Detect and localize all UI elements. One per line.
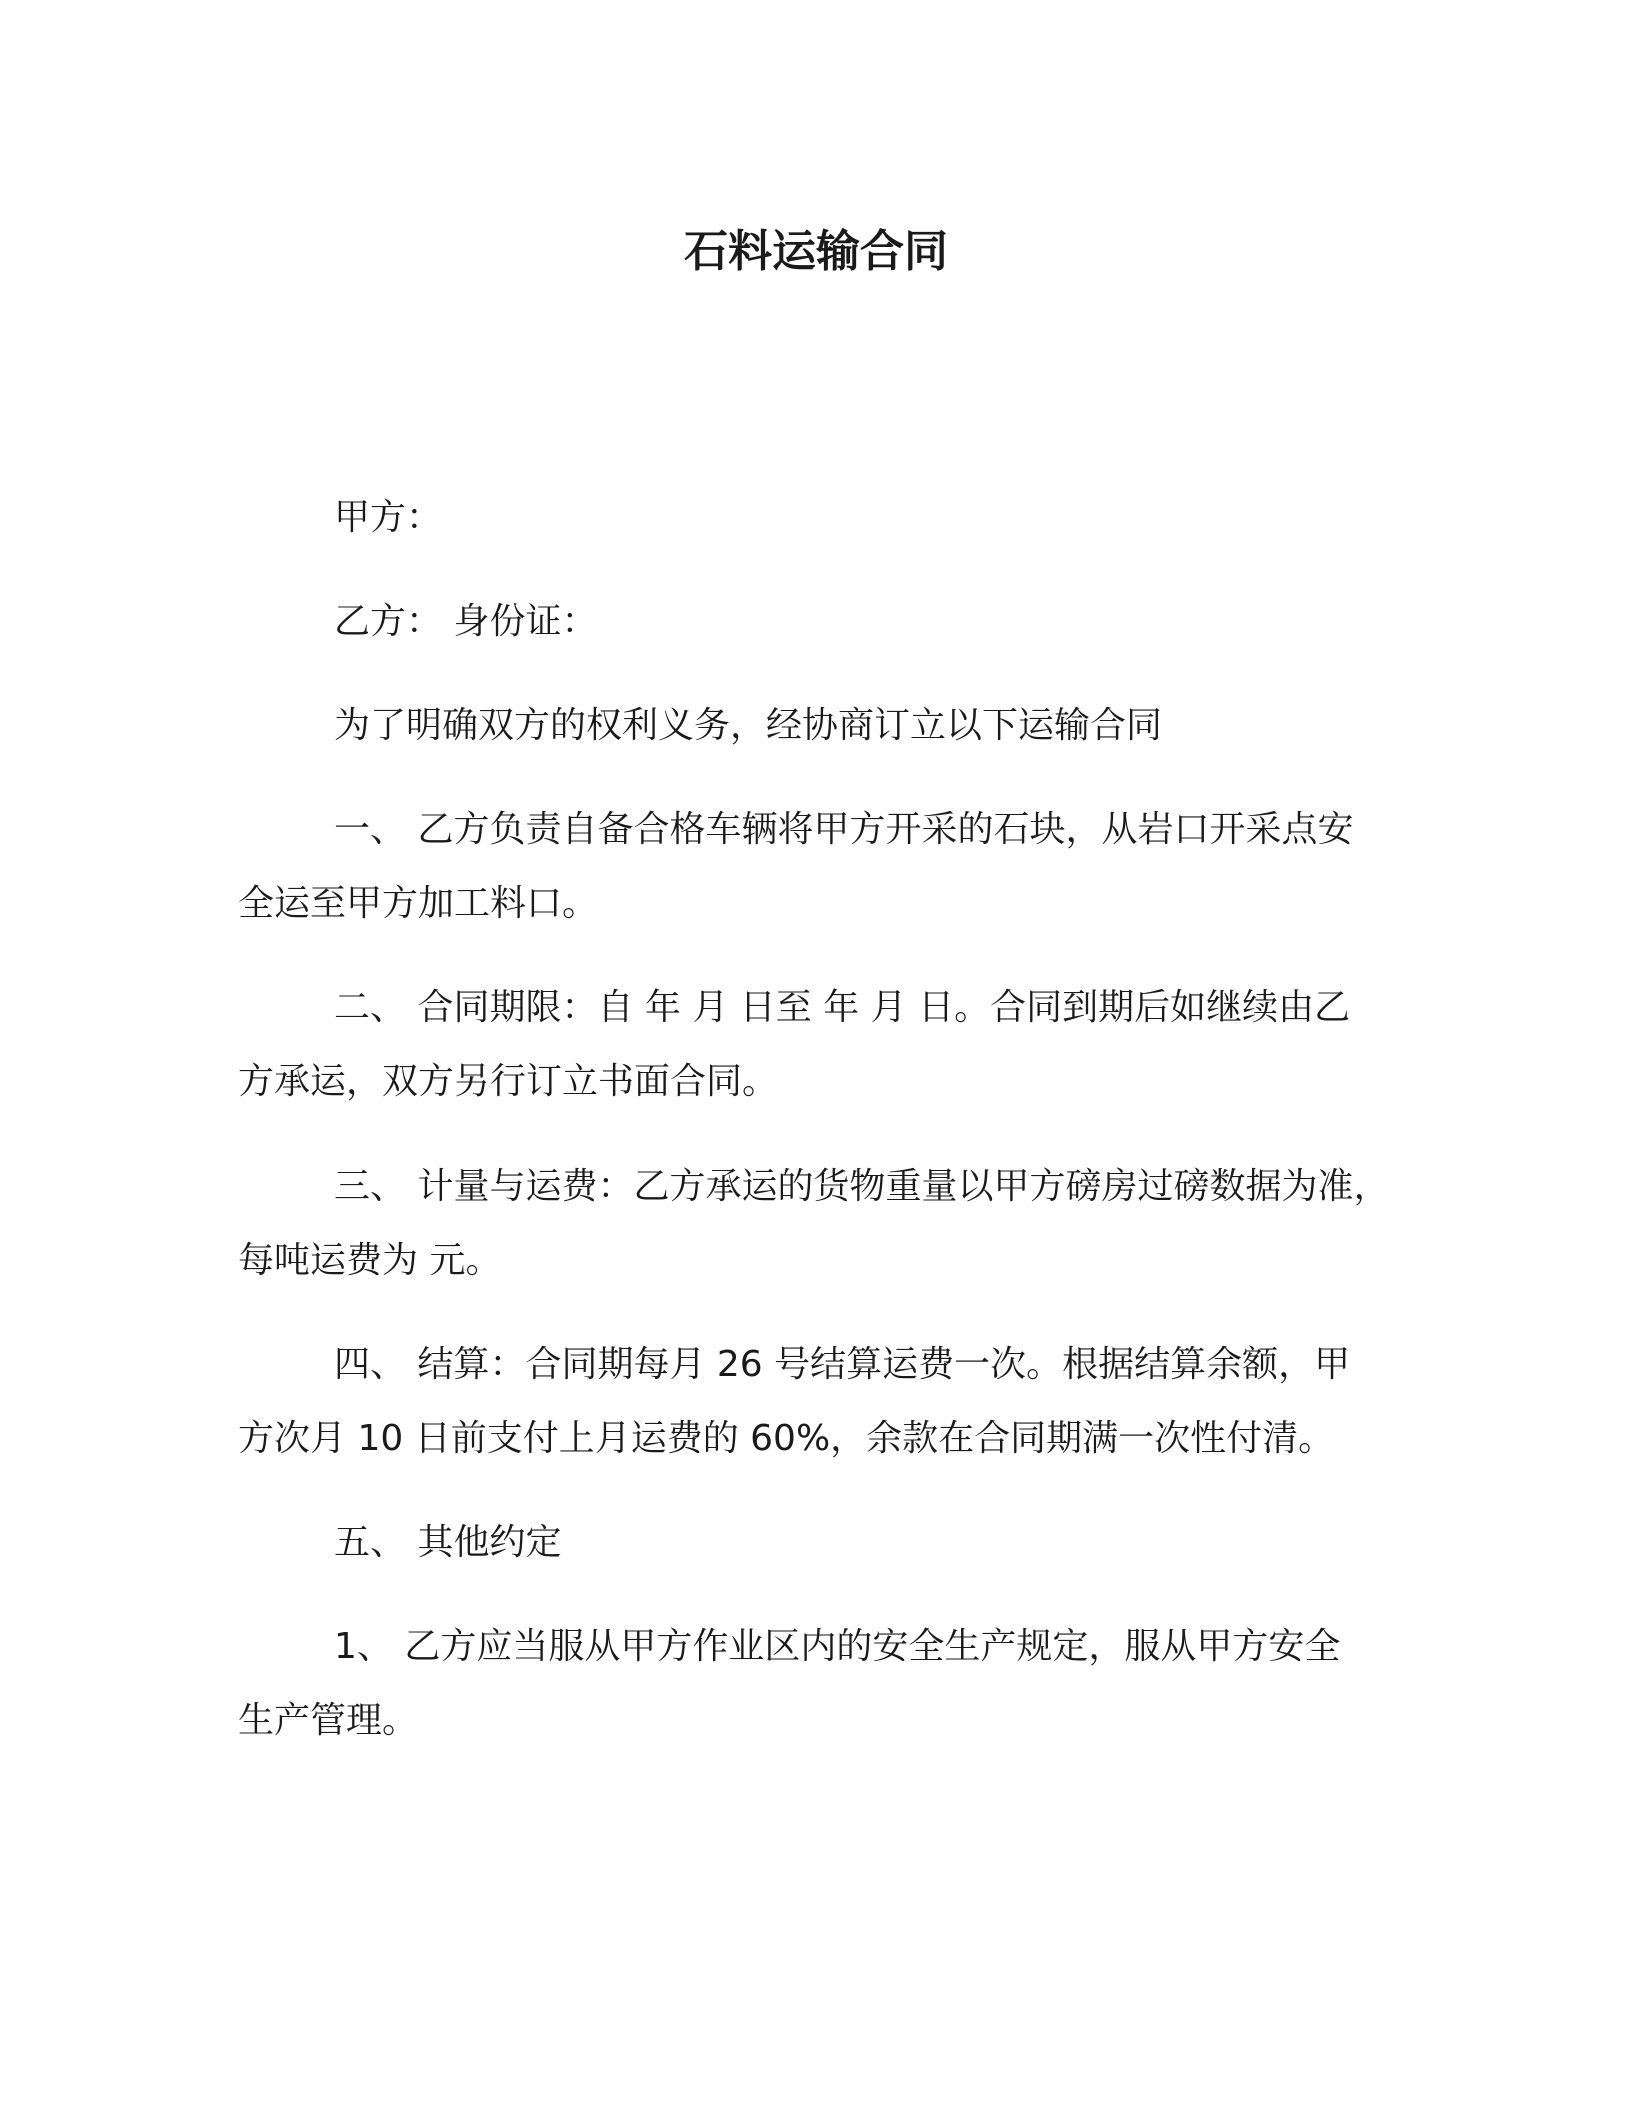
preamble-paragraph: 为了明确双方的权利义务，经协商订立以下运输合同 xyxy=(334,705,1163,746)
clause-5-heading: 五、 其他约定 xyxy=(334,1522,562,1563)
clause-1-line-1: 一、 乙方负责自备合格车辆将甲方开采的石块，从岩口开采点安 xyxy=(334,809,1354,850)
clause-1-line-2: 全运至甲方加工料口。 xyxy=(238,883,599,924)
clause-3-line-2: 每吨运费为 元。 xyxy=(238,1240,502,1281)
document-title: 石料运输合同 xyxy=(684,226,948,277)
clause-3-line-1: 三、 计量与运费：乙方承运的货物重量以甲方磅房过磅数据为准， xyxy=(334,1166,1390,1207)
clause-2-line-2: 方承运，双方另行订立书面合同。 xyxy=(238,1061,779,1102)
sub-clause-1-line-1: 1、 乙方应当服从甲方作业区内的安全生产规定，服从甲方安全 xyxy=(334,1626,1341,1667)
party-b-line: 乙方： 身份证： xyxy=(334,601,598,642)
clause-4-line-1: 四、 结算：合同期每月 26 号结算运费一次。根据结算余额，甲 xyxy=(334,1344,1351,1385)
party-a-line: 甲方： xyxy=(334,497,443,538)
clause-2-line-1: 二、 合同期限：自 年 月 日至 年 月 日。合同到期后如继续由乙 xyxy=(334,987,1351,1028)
sub-clause-1-line-2: 生产管理。 xyxy=(238,1700,419,1741)
clause-4-line-2: 方次月 10 日前支付上月运费的 60%，余款在合同期满一次性付清。 xyxy=(238,1418,1335,1459)
